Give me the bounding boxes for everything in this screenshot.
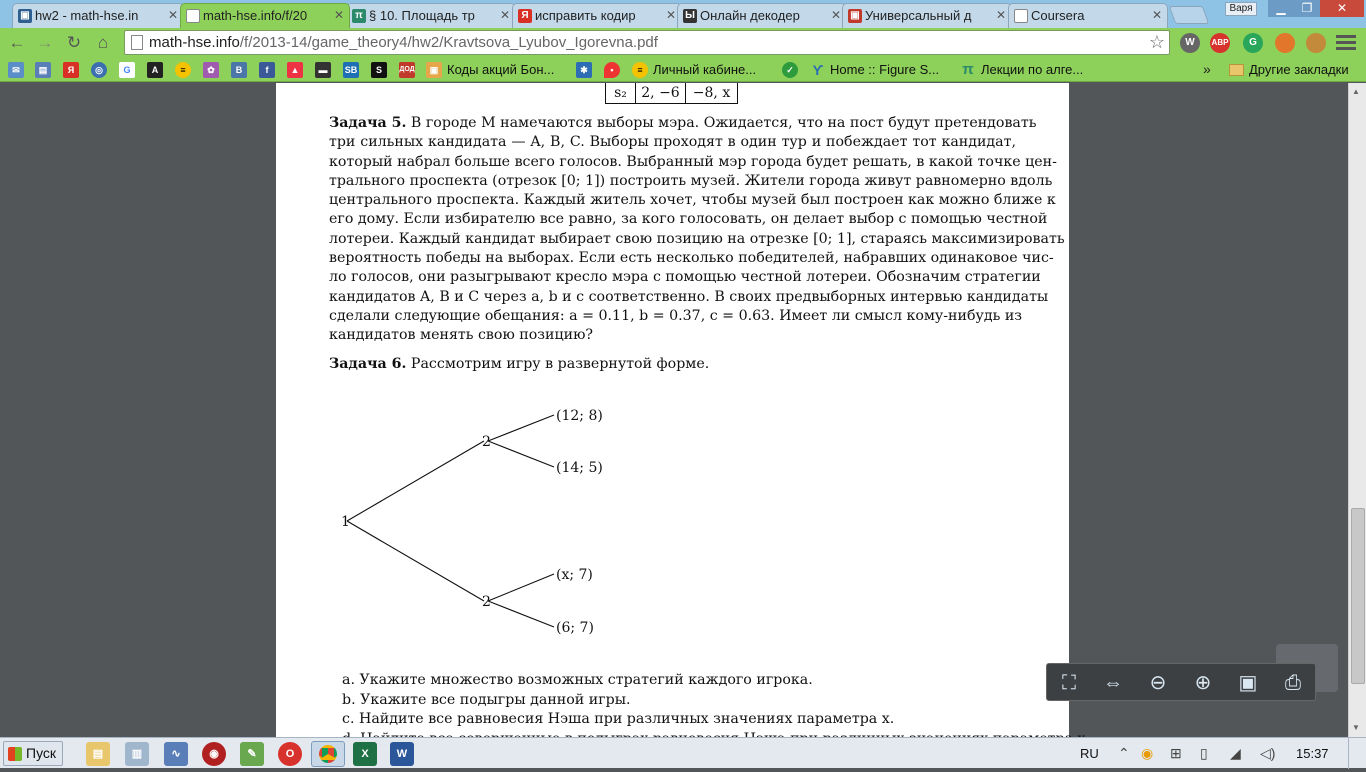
url-text[interactable]: math-hse.info/f/2013-14/game_theory4/hw2/Kravtsova_Lyubov_Igorevna.pdf	[149, 34, 658, 51]
table-cell-label: s₂	[605, 83, 636, 104]
close-icon[interactable]: ✕	[665, 8, 676, 22]
chart-app-icon[interactable]: ∿	[164, 742, 188, 766]
adblock-extension-icon[interactable]: ABP	[1210, 33, 1230, 53]
page-icon	[1014, 9, 1028, 23]
bookmarks-more-button[interactable]: »	[1203, 61, 1211, 77]
beeline-icon[interactable]: ≡	[175, 62, 191, 78]
tab-title: Coursera	[1031, 8, 1085, 23]
map-pin-icon[interactable]: •	[604, 62, 620, 78]
s-icon[interactable]: S	[371, 62, 387, 78]
scrollbar-thumb[interactable]	[1351, 508, 1365, 684]
tree-node-lower: 2	[482, 594, 491, 610]
windows-logo-icon	[8, 747, 22, 761]
tab-title: math-hse.info/f/20	[203, 8, 308, 23]
task5-line: Задача 5. В городе M намечаются выборы мэра. Ожидается, что на пост будут претендовать	[329, 115, 1037, 131]
tree-leaf: (6; 7)	[556, 620, 594, 636]
fit-width-icon[interactable]: ⇔	[1103, 672, 1123, 694]
tree-edge	[488, 574, 554, 601]
close-window-button[interactable]: ✕	[1320, 0, 1364, 17]
table-cell-1: 2, −6	[635, 83, 686, 104]
explorer-icon[interactable]: ▤	[86, 742, 110, 766]
task5-paragraph	[329, 114, 1065, 346]
tab-decoder[interactable]	[677, 3, 847, 28]
tab-title: hw2 - math-hse.in	[35, 8, 139, 23]
new-tab-button[interactable]	[1169, 6, 1210, 24]
volume-icon[interactable]: ◁)	[1260, 745, 1276, 761]
close-icon[interactable]: ✕	[1151, 8, 1162, 22]
forward-arrow-icon[interactable]: →	[36, 33, 54, 52]
tab-hw2[interactable]	[12, 3, 184, 28]
close-icon[interactable]: ✕	[499, 8, 510, 22]
task6-heading: Задача 6.	[329, 356, 407, 372]
close-icon[interactable]: ✕	[333, 8, 344, 22]
address-bar[interactable]	[124, 30, 1170, 55]
start-label: Пуск	[26, 745, 57, 761]
chrome-icon	[319, 745, 337, 763]
tab-coursera[interactable]	[1008, 3, 1168, 28]
zoom-out-icon[interactable]: ⊖	[1149, 672, 1167, 694]
scroll-down-icon[interactable]: ▼	[1352, 723, 1360, 732]
task6-paragraph	[329, 355, 1016, 374]
list-item: a. Укажите множество возможных стратегий каждого игрока.	[342, 672, 813, 688]
vk-icon[interactable]: B	[231, 62, 247, 78]
wikipedia-extension-icon[interactable]: W	[1180, 33, 1200, 53]
tab-strip	[0, 0, 1366, 28]
tree-edge	[488, 601, 554, 627]
close-icon[interactable]: ✕	[995, 8, 1006, 22]
device-icon[interactable]: ▯	[1200, 745, 1208, 761]
task5-line: три сильных кандидата — A, B, C. Выборы проходят в один тур и побеждает тот кандидат,	[329, 134, 1016, 151]
menu-icon[interactable]	[1336, 35, 1356, 51]
tray-app-icon[interactable]: ◉	[1141, 745, 1154, 761]
zoom-in-icon[interactable]: ⊕	[1194, 672, 1212, 694]
yandex-icon[interactable]: Я	[63, 62, 79, 78]
table-cell-2: −8, x	[685, 83, 738, 104]
print-icon[interactable]: ⎙	[1285, 672, 1301, 694]
tree-leaf: (14; 5)	[556, 460, 603, 476]
decoder-icon: Ы	[683, 9, 697, 23]
yandex-icon: Я	[518, 9, 532, 23]
task5-line: который набрал больше всего голосов. Выбранный мэр города будет решать, в какой точке цен-	[329, 153, 1057, 170]
tree-edge	[347, 441, 484, 521]
tab-title: Универсальный д	[865, 8, 972, 23]
tree-edge	[347, 521, 484, 601]
figure-icon[interactable]: ϒ	[812, 62, 824, 78]
task5-line: трального проспекта (отрезок [0; 1]) построить музей. Жители города живут равномерно вдоль	[329, 172, 1053, 189]
reload-icon[interactable]: ↻	[66, 33, 82, 52]
tree-leaf: (x; 7)	[556, 567, 593, 583]
back-arrow-icon[interactable]: ←	[8, 33, 26, 52]
chrome-taskbar-button[interactable]	[311, 741, 345, 767]
start-button[interactable]	[3, 741, 63, 766]
task5-line: его дому. Если избирателю все равно, за кого голосовать, он делает выбор с помощью честной	[329, 211, 1048, 228]
show-desktop-button[interactable]	[1348, 738, 1366, 769]
circle-icon[interactable]: ◎	[91, 62, 107, 78]
red-logo-icon[interactable]: ДОД	[399, 62, 415, 78]
game-tree	[276, 383, 1069, 643]
tree-leaf: (12; 8)	[556, 408, 603, 424]
google-icon[interactable]: G	[119, 62, 135, 78]
fit-page-icon[interactable]: ⛶	[1062, 672, 1076, 694]
page-icon	[186, 9, 200, 23]
pdf-zoom-toolbar	[1046, 663, 1316, 701]
facebook-icon[interactable]: f	[259, 62, 275, 78]
tree-edge	[488, 415, 554, 441]
gift-icon[interactable]: ▣	[426, 62, 442, 78]
document-icon[interactable]: ▥	[125, 742, 149, 766]
pdf-page	[276, 83, 1069, 743]
cookie-extension-icon[interactable]	[1306, 33, 1326, 53]
tab-title: § 10. Площадь тр	[369, 8, 475, 23]
flower-icon[interactable]: ✿	[203, 62, 219, 78]
task5-line: лотереи. Каждый кандидат выбирает свою позицию на отрезке [0; 1], стараясь максимизировать	[329, 230, 1065, 247]
beeline-icon[interactable]: ≡	[632, 62, 648, 78]
task5-line: вероятность победы на выборах. Если есть несколько победителей, набравших одинаковое чис-	[329, 250, 1054, 267]
language-indicator[interactable]: RU	[1080, 746, 1099, 761]
windows-taskbar	[0, 737, 1366, 768]
eagle-icon[interactable]: ✱	[576, 62, 592, 78]
opera-icon[interactable]: O	[278, 742, 302, 766]
page-icon	[131, 35, 143, 50]
word-icon[interactable]: W	[390, 742, 414, 766]
sber-icon[interactable]: ✓	[782, 62, 798, 78]
save-icon[interactable]: ▣	[1238, 672, 1258, 694]
task5-line: сделали следующие обещания: a = 0.11, b = 0.37, c = 0.63. Имеет ли смысл кому-нибудь из	[329, 307, 1023, 324]
task5-line: кандидатов менять свою позицию?	[329, 327, 594, 344]
red-bookmark-icon[interactable]: ▲	[287, 62, 303, 78]
tab-title: исправить кодир	[535, 8, 636, 23]
tree-node-upper: 2	[482, 434, 491, 450]
task5-line: центрального проспекта. Каждый житель хочет, чтобы музей был построен как можно ближе к	[329, 192, 1056, 209]
mail-icon[interactable]: ✉	[8, 62, 24, 78]
tray-expand-icon[interactable]: ⌃	[1118, 745, 1130, 761]
other-bookmarks[interactable]: Другие закладки	[1249, 62, 1349, 77]
bookmark-star-icon[interactable]: ☆	[1148, 32, 1165, 52]
pi-icon[interactable]: π	[962, 61, 974, 78]
tab-pdf-active[interactable]	[180, 3, 350, 28]
windows-flag-icon[interactable]: ⊞	[1170, 745, 1182, 761]
bookmark-lectures[interactable]: Лекции по алге...	[981, 62, 1084, 77]
folder-icon	[1229, 64, 1244, 76]
task5-line: ло голосов, они разыгрывают кресло мэра с помощью честной лотереи. Обозначим стратегии	[329, 269, 1041, 286]
scroll-up-icon[interactable]: ▲	[1352, 87, 1360, 96]
network-icon[interactable]: ◢	[1230, 745, 1241, 761]
maximize-button[interactable]: ❐	[1294, 0, 1320, 17]
monitor-icon[interactable]: ▬	[315, 62, 331, 78]
fire-extension-icon[interactable]	[1275, 33, 1295, 53]
task5-line: кандидатов A, B и C через a, b и c соответственно. В своих предвыборных интервью кандидаты	[329, 288, 1049, 305]
tab-area[interactable]	[346, 3, 516, 28]
tree-edge	[488, 441, 554, 467]
bookmarks-bar	[0, 58, 1366, 82]
tree-node-root: 1	[341, 514, 350, 530]
excel-icon[interactable]: X	[353, 742, 377, 766]
media-icon[interactable]: ◉	[202, 742, 226, 766]
list-item: c. Найдите все равновесия Нэша при различных значениях параметра x.	[342, 711, 895, 727]
minimize-button[interactable]: ▁	[1268, 0, 1294, 17]
paint-icon[interactable]: ✎	[240, 742, 264, 766]
close-icon[interactable]: ✕	[830, 8, 841, 22]
tab-yandex[interactable]	[512, 3, 682, 28]
list-item: b. Укажите все подыгры данной игры.	[342, 691, 631, 708]
task5-heading: Задача 5.	[329, 115, 407, 131]
bookmark-coupons[interactable]: Коды акций Бон...	[447, 62, 555, 77]
pdf-viewport[interactable]	[0, 83, 1348, 737]
printer-icon[interactable]: ▤	[35, 62, 51, 78]
user-badge[interactable]: Варя	[1225, 2, 1257, 16]
sb-icon[interactable]: SB	[343, 62, 359, 78]
vertical-scrollbar[interactable]	[1348, 83, 1366, 737]
clock[interactable]: 15:37	[1296, 746, 1329, 761]
home-icon[interactable]: ⌂	[97, 33, 109, 52]
folder-icon: ▣	[18, 9, 32, 23]
green-extension-icon[interactable]: G	[1243, 33, 1263, 53]
tab-title: Онлайн декодер	[700, 8, 800, 23]
pi-icon: π	[352, 9, 366, 23]
bookmark-figure[interactable]: Home :: Figure S...	[830, 62, 940, 77]
bookmark-cabinet[interactable]: Личный кабине...	[653, 62, 757, 77]
universal-icon: ▣	[848, 9, 862, 23]
avito-icon[interactable]: A	[147, 62, 163, 78]
tab-universal[interactable]	[842, 3, 1012, 28]
task6-text: Рассмотрим игру в развернутой форме.	[410, 356, 710, 372]
close-icon[interactable]: ✕	[167, 8, 178, 22]
